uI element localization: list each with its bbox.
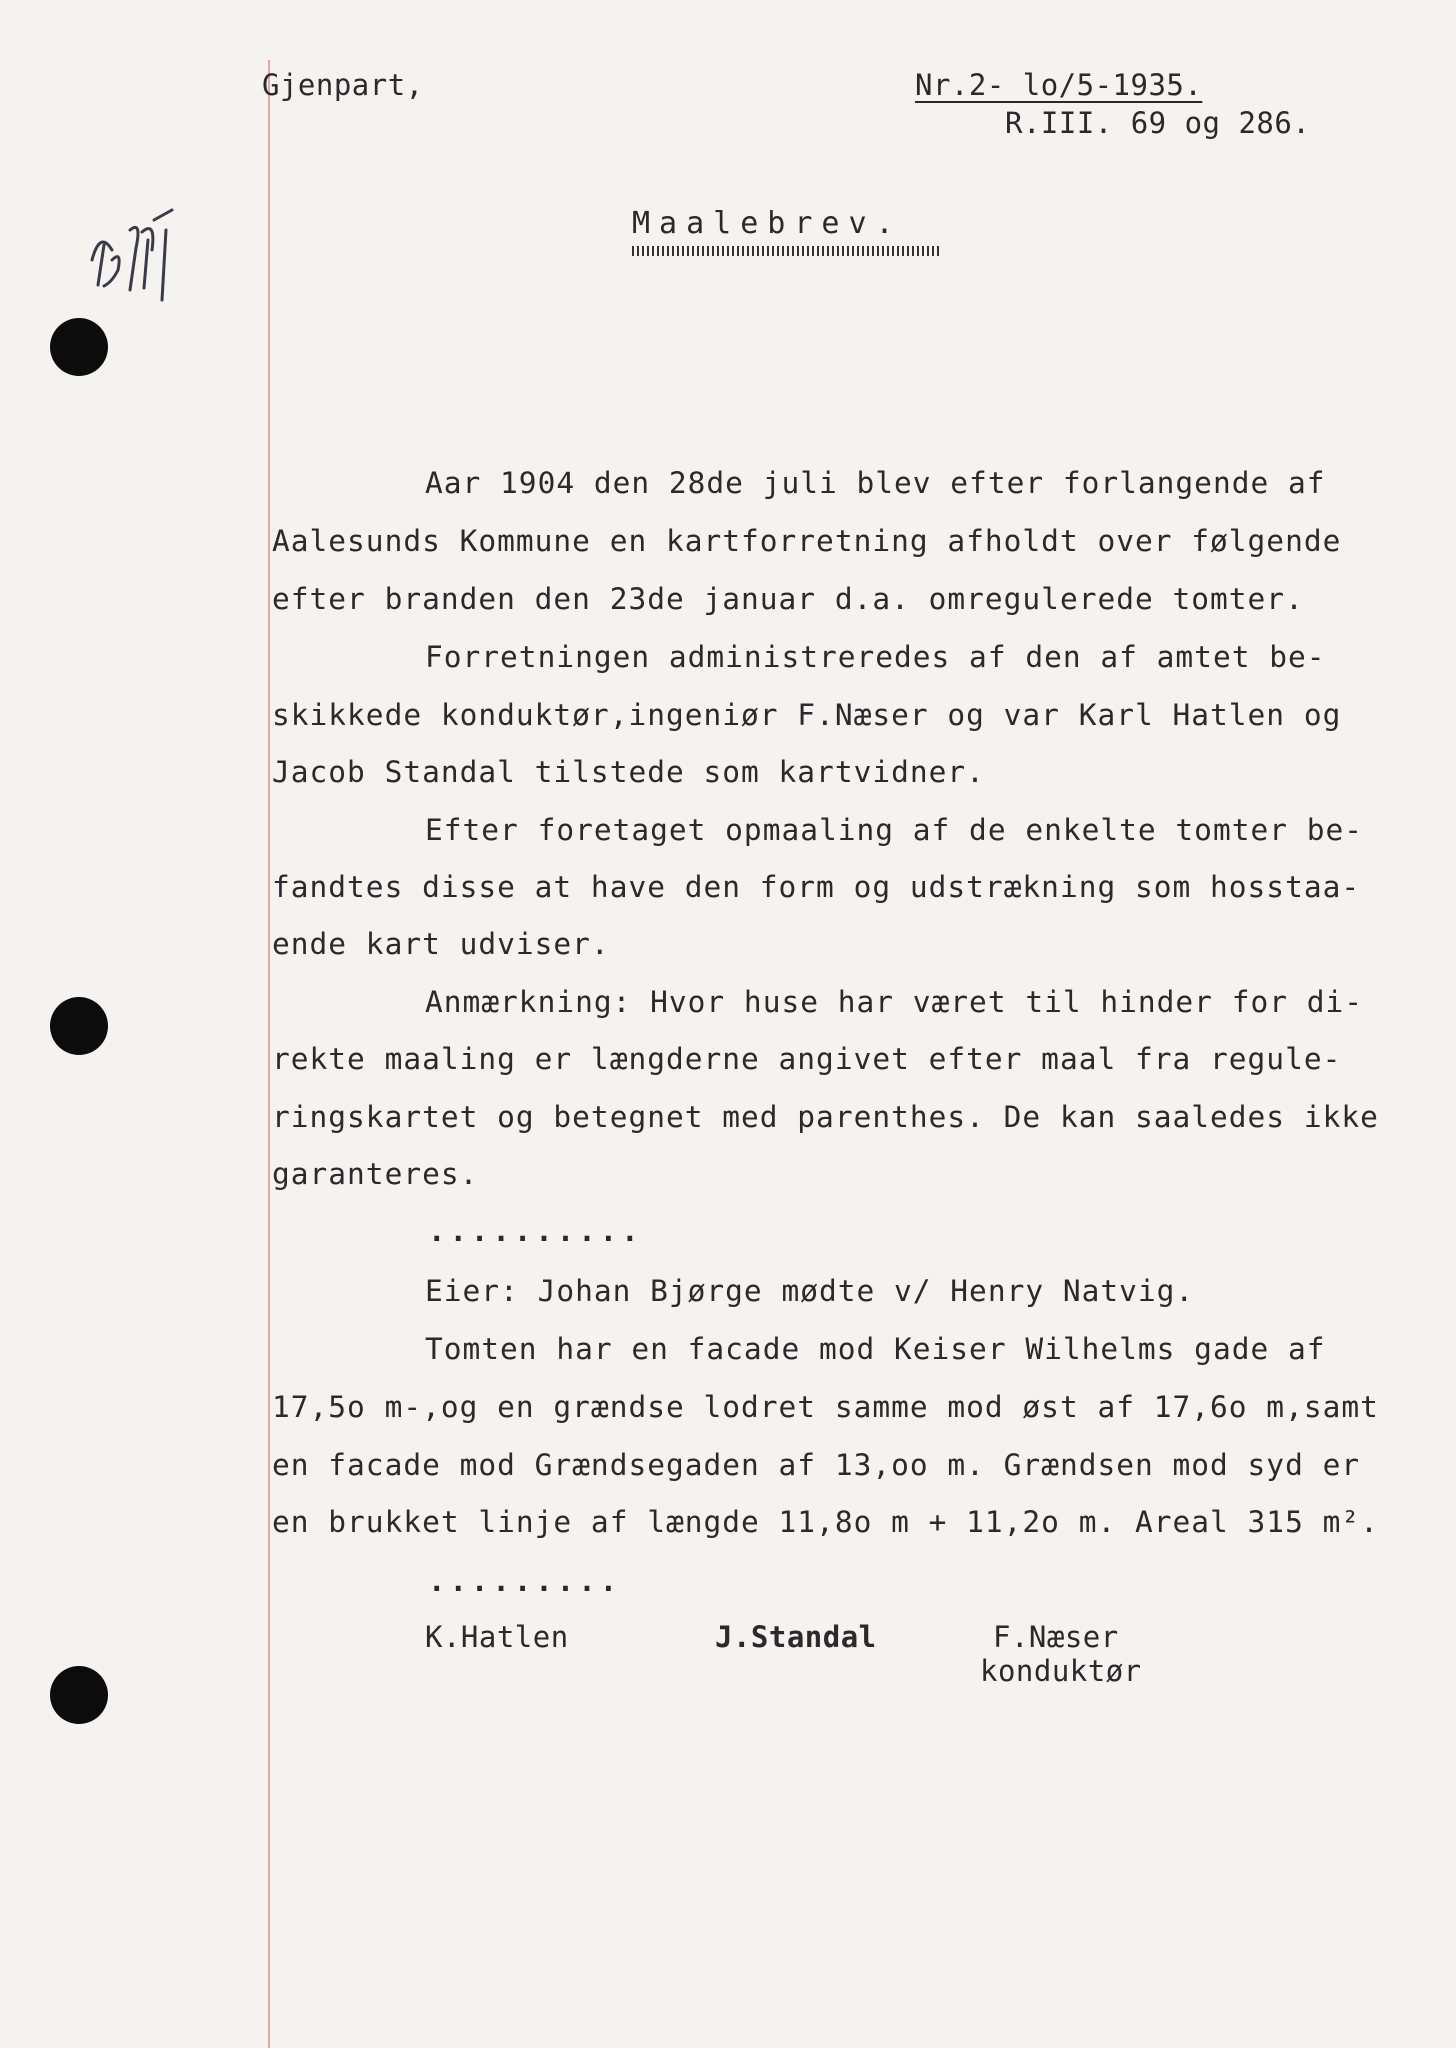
punch-hole [50,997,108,1055]
body-line: garanteres. [272,1157,479,1191]
handwritten-margin-note [82,190,222,320]
body-line: Aalesunds Kommune en kartforretning afholdt over følgende [272,524,1342,558]
reference: R.III. 69 og 286. [1005,106,1311,140]
separator-dots: .......... [428,1214,643,1248]
title-underline [632,246,940,256]
signature-standal: J.Standal [715,1620,877,1654]
owner-line: en facade mod Grændsegaden af 13,oo m. Grændsen mod syd er [272,1448,1361,1482]
copy-label: Gjenpart, [262,68,424,102]
owner-line: Eier: Johan Bjørge mødte v/ Henry Natvig. [425,1274,1195,1308]
owner-line: Tomten har en facade mod Keiser Wilhelms gade af [425,1332,1326,1366]
body-line: ende kart udviser. [272,927,610,961]
page-title: Maalebrev. [632,206,903,241]
owner-line: en brukket linje af længde 11,8o m + 11,2o m. Areal 315 m². [272,1505,1379,1539]
body-line: ringskartet og betegnet med parenthes. De kan saaledes ikke [272,1100,1379,1134]
body-line: Jacob Standal tilstede som kartvidner. [272,755,985,789]
body-line: skikkede konduktør,ingeniør F.Næser og var Karl Hatlen og [272,698,1342,732]
margin-line [268,60,270,2048]
body-line: efter branden den 23de januar d.a. omregulerede tomter. [272,582,1304,616]
body-line: rekte maaling er længderne angivet efter maal fra regule- [272,1042,1342,1076]
signature-title: konduktør [980,1654,1142,1688]
punch-hole [50,318,108,376]
document-number-date: Nr.2- lo/5-1935. [915,68,1203,102]
separator-dots: ......... [428,1564,622,1598]
owner-line: 17,5o m-,og en grændse lodret samme mod øst af 17,6o m,samt [272,1390,1379,1424]
signature-hatlen: K.Hatlen [425,1620,569,1654]
body-line: Efter foretaget opmaaling af de enkelte tomter be- [425,813,1364,847]
punch-hole [50,1666,108,1724]
body-line: Anmærkning: Hvor huse har været til hinder for di- [425,985,1364,1019]
body-line: Aar 1904 den 28de juli blev efter forlangende af [425,466,1326,500]
body-line: Forretningen administreredes af den af amtet be- [425,640,1326,674]
signature-naeser: F.Næser [993,1620,1119,1654]
body-line: fandtes disse at have den form og udstrækning som hosstaa- [272,870,1361,904]
